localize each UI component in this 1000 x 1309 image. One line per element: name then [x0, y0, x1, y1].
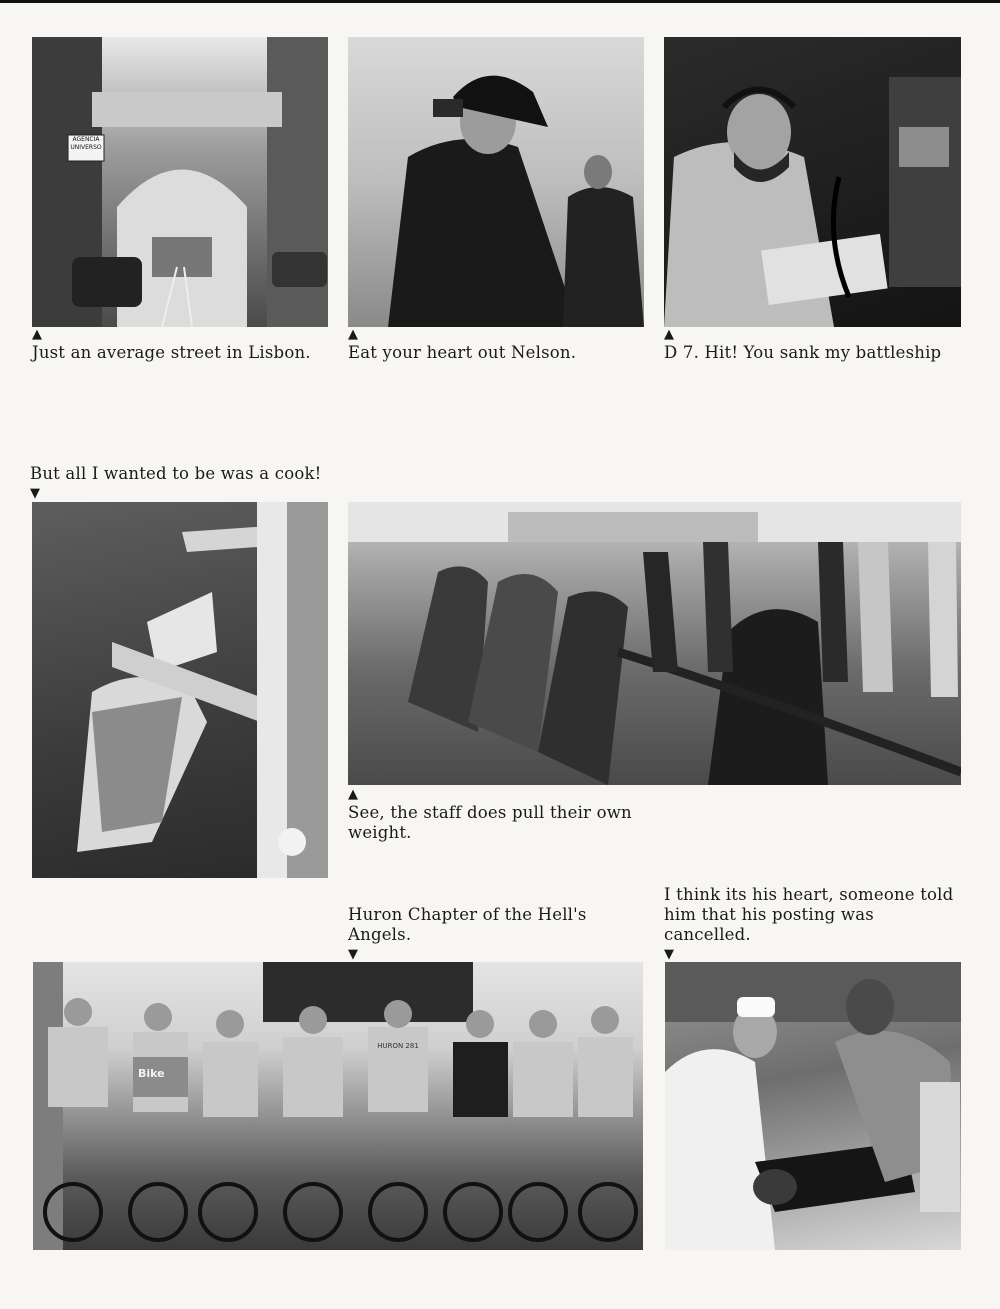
caption-cook — [30, 464, 340, 500]
radio-operator-photo — [664, 37, 961, 327]
top-border — [0, 0, 1000, 3]
caption-nelson-text: Eat your heart out Nelson. — [348, 343, 577, 362]
caption-hells-angels-text: Huron Chapter of the Hell's Angels. — [348, 905, 587, 944]
arrow-up-icon: ▲ — [32, 327, 43, 342]
caption-staff-text: See, the staff does pull their own weight. — [348, 803, 632, 842]
arrow-up-icon: ▲ — [348, 787, 359, 802]
arrow-up-icon: ▲ — [348, 327, 359, 342]
arrow-down-icon: ▼ — [348, 947, 359, 962]
arrow-up-icon: ▲ — [664, 327, 675, 342]
caption-battleship-text: D 7. Hit! You sank my battleship — [664, 343, 942, 362]
caption-heart — [664, 885, 964, 961]
agency-sign: AGENCIA UNIVERSO — [70, 136, 102, 151]
arrow-down-icon: ▼ — [30, 486, 41, 501]
cyclists-photo — [33, 962, 643, 1250]
caption-lisbon — [32, 328, 332, 363]
caption-hells-angels — [348, 905, 628, 961]
caption-battleship — [664, 328, 984, 363]
first-aid-photo — [665, 962, 961, 1250]
lisbon-street-photo — [32, 37, 328, 327]
caption-heart-text: I think its his heart, someone told him that his posting was cancelled. — [664, 885, 954, 944]
caption-lisbon-text: Just an average street in Lisbon. — [32, 343, 311, 362]
bike-shirt-text: Bike — [138, 1067, 165, 1080]
huron-shirt-text: HURON 281 — [377, 1042, 419, 1050]
nelson-binoculars-photo — [348, 37, 644, 327]
caption-nelson — [348, 328, 648, 363]
tug-of-war-photo — [348, 502, 961, 785]
lifeboat-photo — [32, 502, 328, 878]
caption-cook-text: But all I wanted to be was a cook! — [30, 464, 322, 483]
arrow-down-icon: ▼ — [664, 947, 675, 962]
caption-staff — [348, 788, 648, 843]
